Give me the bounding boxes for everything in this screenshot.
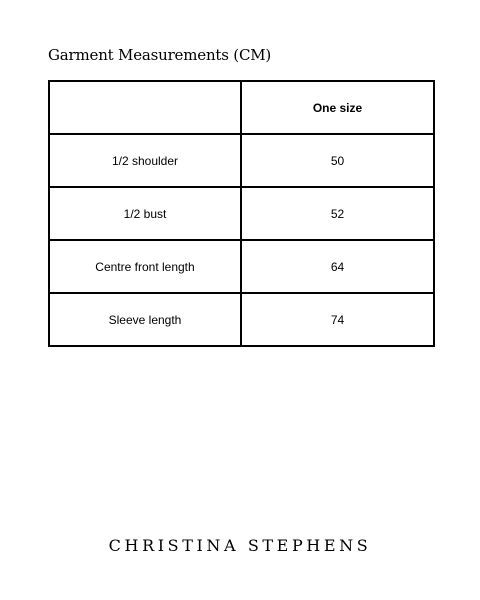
measurement-label: Sleeve length [49, 293, 241, 346]
page-title: Garment Measurements (CM) [48, 46, 272, 64]
table-header-empty [49, 81, 241, 134]
table-row [49, 293, 434, 346]
measurements-table [48, 80, 435, 347]
measurement-value: 64 [241, 240, 434, 293]
table-row [49, 240, 434, 293]
measurement-label: 1/2 shoulder [49, 134, 241, 187]
table-header-size: One size [241, 81, 434, 134]
measurement-value: 52 [241, 187, 434, 240]
measurement-label: 1/2 bust [49, 187, 241, 240]
table-header-row [49, 81, 434, 134]
measurement-label: Centre front length [49, 240, 241, 293]
measurement-value: 50 [241, 134, 434, 187]
brand-wordmark: CHRISTINA STEPHENS [108, 536, 372, 555]
table-row [49, 134, 434, 187]
table-row [49, 187, 434, 240]
measurement-value: 74 [241, 293, 434, 346]
